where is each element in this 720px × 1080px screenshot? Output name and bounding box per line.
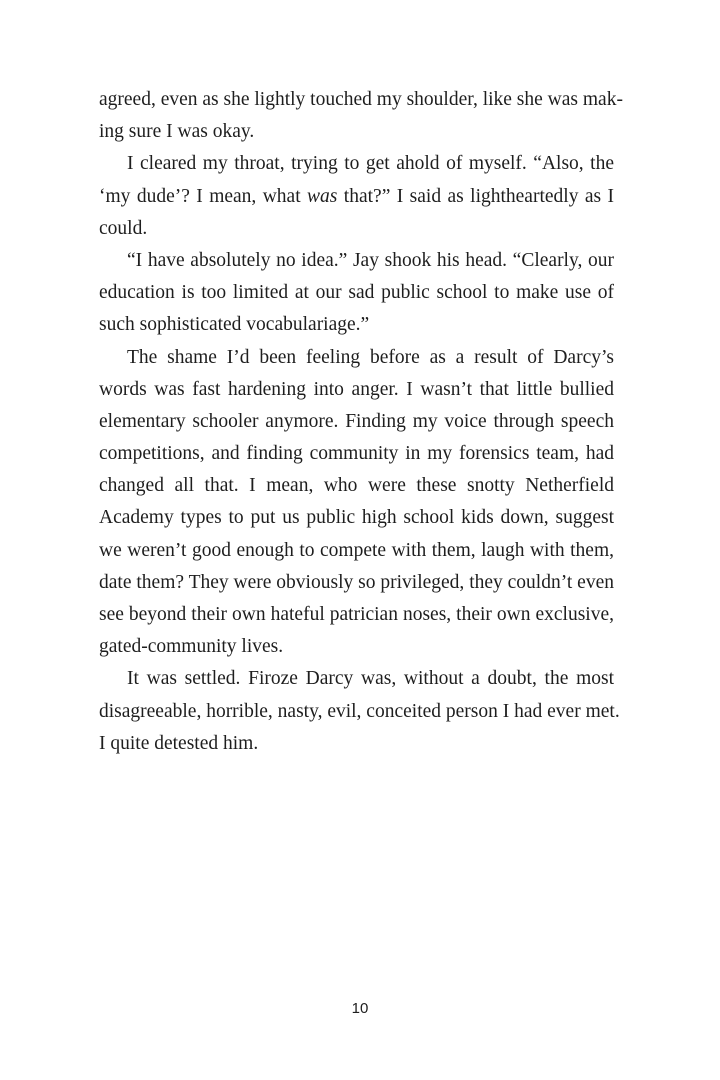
text-line: Academy types to put us public high school kids down, suggest (99, 507, 614, 529)
text-line: such sophisticated vocabulariage.” (99, 314, 370, 336)
text-line: education is too limited at our sad public school to make use of (99, 282, 614, 304)
body-text (99, 84, 623, 760)
text-fragment: that?” I said as lightheartedly as I (337, 185, 615, 207)
text-line: ing sure I was okay. (99, 121, 255, 143)
text-line: disagreeable, horrible, nasty, evil, conceited person I had ever met. (99, 700, 620, 722)
text-line: It was settled. Firoze Darcy was, without a doubt, the most (127, 668, 614, 690)
text-line: I quite detested him. (99, 732, 259, 754)
italic-emphasis: was (307, 185, 338, 207)
text-line: The shame I’d been feeling before as a result of Darcy’s (127, 346, 614, 368)
text-fragment: ‘my dude’? I mean, what (99, 185, 308, 207)
text-line: “I have absolutely no idea.” Jay shook his head. “Clearly, our (127, 249, 614, 271)
text-line: date them? They were obviously so privileged, they couldn’t even (99, 571, 614, 593)
text-line: gated-community lives. (99, 636, 284, 658)
text-line: see beyond their own hateful patrician noses, their own exclusive, (99, 604, 614, 625)
text-line: competitions, and finding community in my forensics team, had (99, 443, 614, 465)
text-line: I cleared my throat, trying to get ahold of myself. “Also, the (127, 153, 614, 175)
text-line: could. (99, 217, 148, 239)
text-line: agreed, even as she lightly touched my shoulder, like she was mak- (99, 89, 623, 110)
text-line: elementary schooler anymore. Finding my voice through speech (99, 410, 614, 432)
text-line: words was fast hardening into anger. I wasn’t that little bullied (99, 378, 614, 400)
text-line: changed all that. I mean, who were these snotty Netherfield (99, 475, 614, 497)
text-line (99, 181, 614, 213)
text-line: we weren’t good enough to compete with them, laugh with them, (99, 539, 614, 561)
page-number: 10 (351, 1000, 369, 1017)
